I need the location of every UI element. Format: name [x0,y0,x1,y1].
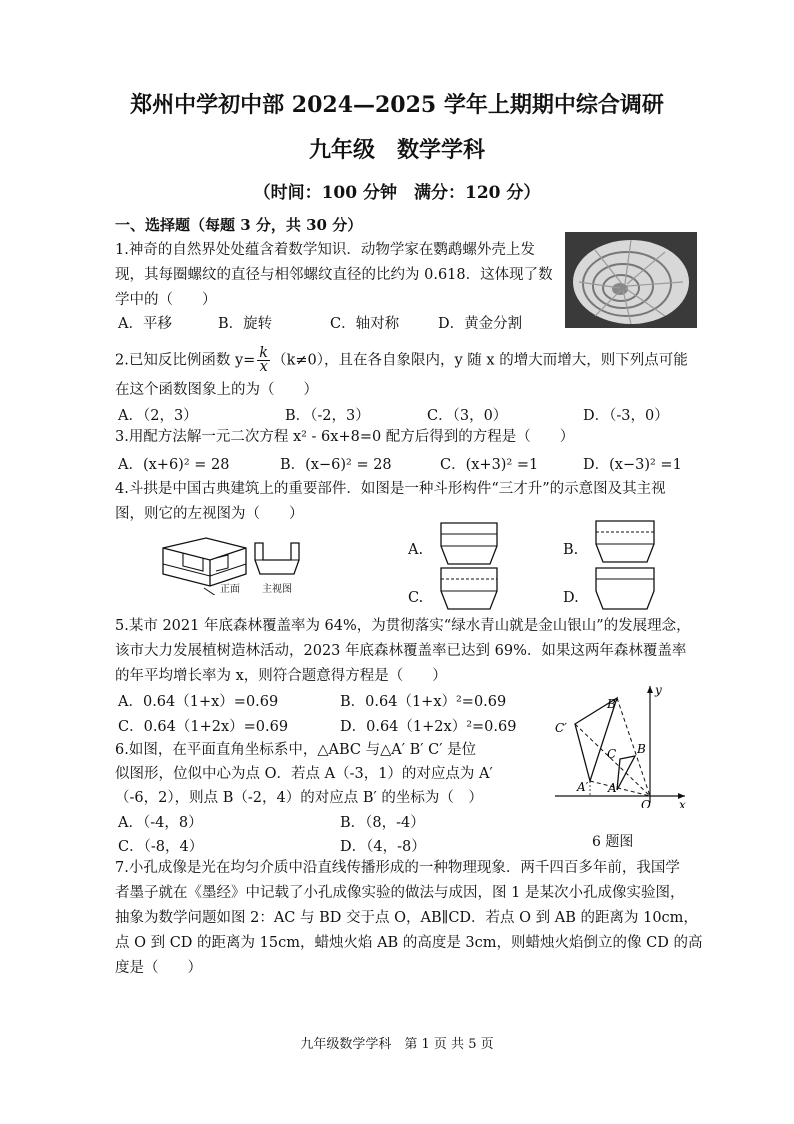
q7-line1: 7.小孔成像是光在均匀介质中沿直线传播形成的一种物理现象．两千四百多年前，我国学 [115,860,680,876]
q4-option-c-label: C. [408,590,424,606]
q4-option-a-label: A. [408,542,424,558]
q6-label-y: y [655,683,662,697]
q6-label-c: C [607,747,617,761]
q1-option-a: A．平移 [118,316,172,332]
q1-line3: 学中的（ ） [115,292,217,308]
q2-line2: 在这个函数图象上的为（ ） [115,382,318,398]
q6-line1: 6.如图，在平面直角坐标系中，△ABC 与△A′ B′ C′ 是位 [115,742,477,758]
q7-line5: 度是（ ） [115,960,202,976]
q6-label-o: O [641,798,651,808]
q5-option-b: B．0.64（1+x）²=0.69 [340,694,507,710]
q6-option-c: C．（-8，4） [118,839,204,855]
page-subtitle: 九年级 数学学科 [308,137,485,163]
q3-option-b: B．(x−6)² = 28 [280,457,392,473]
q4-option-d-label: D. [563,590,579,606]
q7-line3: 抽象为数学问题如图 2：AC 与 BD 交于点 O，AB∥CD．若点 O 到 AB 的距离为 10cm， [115,910,698,926]
q5-line2: 该市大力发展植树造林活动，2023 年底森林覆盖率已达到 69%．如果这两年森林覆盖率 [115,643,687,659]
q6-line3: （-6，2），则点 B（-2，4）的对应点 B′ 的坐标为（ ） [115,790,483,806]
q5-line3: 的年平均增长率为 x，则符合题意得方程是（ ） [115,668,447,684]
q6-coordinate-figure [545,678,695,808]
q5-option-c: C．0.64（1+2x）=0.69 [118,719,289,735]
nautilus-shell-image [565,232,697,328]
q4-option-b-label: B. [563,542,579,558]
q1-option-b: B．旋转 [218,316,273,332]
q6-label-c-prime: C′ [555,721,567,735]
q6-label-b-prime: B′ [607,697,619,711]
q6-option-d: D．（4，-8） [340,839,426,855]
q7-line4: 点 O 到 CD 的距离为 15cm，蜡烛火焰 AB 的高度是 3cm，则蜡烛火焰倒立的像 CD 的高 [115,935,703,951]
q7-line2: 者墨子就在《墨经》中记载了小孔成像实验的做法与成因，图 1 是某次小孔成像实验图， [115,885,685,901]
q6-option-a: A．（-4，8） [118,815,203,831]
q3-option-a: A．(x+6)² = 28 [118,457,230,473]
q4-label-front: 正面 [220,584,240,595]
q1-line2: 现，其每圈螺纹的直径与相邻螺纹直径的比约为 0.618．这体现了数 [115,267,553,283]
q6-label-a: A [608,781,617,795]
q3-line1: 3.用配方法解一元二次方程 x² - 6x+8=0 配方后得到的方程是（ ） [115,429,575,445]
q2-line1: 2.已知反比例函数 y= $\frac{k}{x}$ （k≠0），且在各自象限内，y 随 x 的增大而增大，则下列点可能 [115,345,688,375]
q6-line2: 似图形，位似中心为点 O．若点 A（-3，1）的对应点为 A′ [115,766,493,782]
page-footer: 九年级数学学科 第 1 页 共 5 页 [300,1037,494,1052]
q4-option-a-figure [438,520,500,568]
q5-option-a: A．0.64（1+x）=0.69 [118,694,279,710]
q4-option-c-figure [438,565,500,613]
q3-option-c: C．(x+3)² =1 [440,457,539,473]
q1-line1: 1.神奇的自然界处处蕴含着数学知识．动物学家在鹦鹉螺外壳上发 [115,242,535,258]
q1-option-d: D．黄金分割 [438,316,523,332]
q6-caption: 6 题图 [592,834,634,850]
q2-option-c: C．（3，0） [427,408,508,424]
q6-option-b: B．（8，-4） [340,815,425,831]
q4-main-view-figure [252,540,302,580]
q6-label-x: x [679,798,686,808]
q6-label-b: B [637,742,646,756]
q6-label-a-prime: A′ [577,780,589,794]
q1-option-c: C．轴对称 [330,316,400,332]
q2-option-d: D．（-3，0） [583,408,669,424]
q2-fraction: $\frac{k}{x}$ [259,345,269,375]
q4-option-d-figure [593,565,657,613]
q4-label-main: 主视图 [262,584,292,595]
q2-option-a: A．（2，3） [118,408,198,424]
q4-line1: 4.斗拱是中国古典建筑上的重要部件．如图是一种斗形构件“三才升”的示意图及其主视 [115,481,666,497]
q3-option-d: D．(x−3)² =1 [583,457,682,473]
q5-option-d: D．0.64（1+2x）²=0.69 [340,719,517,735]
page-title: 郑州中学初中部 2024—2025 学年上期期中综合调研 [130,92,664,118]
q5-line1: 5.某市 2021 年底森林覆盖率为 64%，为贯彻落实“绿水青山就是金山银山”的发展理念， [115,618,691,634]
q4-option-b-figure [593,518,657,566]
q2-option-b: B．（-2，3） [285,408,370,424]
section-heading: 一、选择题（每题 3 分，共 30 分） [115,216,363,234]
exam-info: （时间：100 分钟 满分：120 分） [253,183,541,203]
q4-line2: 图，则它的左视图为（ ） [115,506,304,522]
